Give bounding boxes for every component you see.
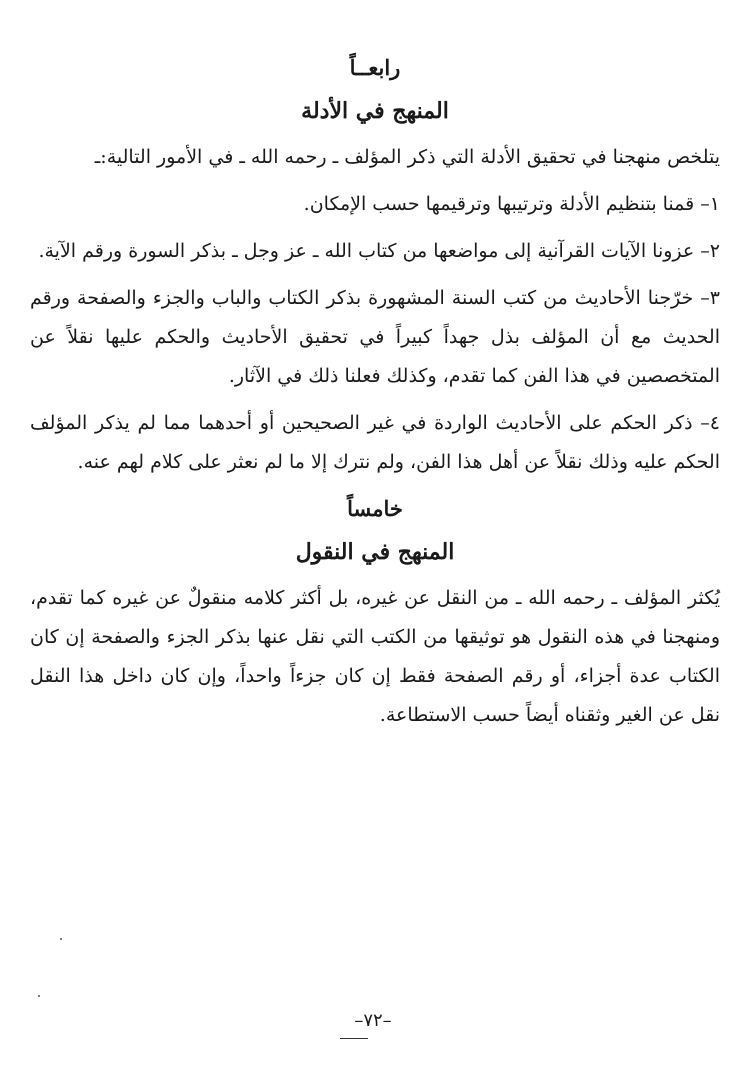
scan-speck — [38, 995, 40, 997]
section-five-number-heading: خامساً — [347, 496, 403, 521]
list-item-3: ٣– خرّجنا الأحاديث من كتب السنة المشهورة بذكر الكتاب والباب والجزء والصفحة ورقم الحديث مع أن المؤلف بذل جهداً كبيراً في تحقيق الأحاديث والحكم عليها نقلاً عن المتخصصين في هذا الفن كما تقدم، وكذلك فعلنا ذلك في الآثار. — [30, 287, 720, 387]
section-four-intro: يتلخص منهجنا في تحقيق الأدلة التي ذكر المؤلف ـ رحمه الله ـ في الأمور التالية:ـ — [94, 146, 720, 168]
list-item-2: ٢– عزونا الآيات القرآنية إلى مواضعها من كتاب الله ـ عز وجل ـ بذكر السورة ورقم الآية. — [38, 240, 720, 262]
section-four-number-heading: رابعــاً — [349, 55, 401, 80]
scan-speck — [60, 938, 62, 940]
page-number-underline — [340, 1038, 368, 1039]
list-item-4: ٤– ذكر الحكم على الأحاديث الواردة في غير الصحيحين أو أحدهما مما لم يذكر المؤلف الحكم عليه وذلك نقلاً عن أهل هذا الفن، ولم نترك إلا ما لم نعثر على كلام لهم عنه. — [30, 412, 720, 473]
section-five-title: المنهج في النقول — [295, 539, 455, 565]
page-number: –٧٢– — [354, 1010, 392, 1031]
list-item-1: ١– قمنا بتنظيم الأدلة وترتيبها وترقيمها حسب الإمكان. — [303, 193, 720, 215]
page-body — [30, 55, 720, 743]
section-four-title: المنهج في الأدلة — [301, 98, 449, 124]
section-five-paragraph: يُكثر المؤلف ـ رحمه الله ـ من النقل عن غيره، بل أكثر كلامه منقولٌ عن غيره كما تقدم، ومنهجنا في هذه النقول هو توثيقها من الكتب التي نقل عنها بذكر الجزء والصفحة إن كان الكتاب عدة أجزاء، أو رقم الصفحة فقط إن كان جزءاً واحداً، وإن كان داخل هذا النقل نقل عن الغير وثقناه أيضاً حسب الاستطاعة. — [30, 587, 720, 726]
